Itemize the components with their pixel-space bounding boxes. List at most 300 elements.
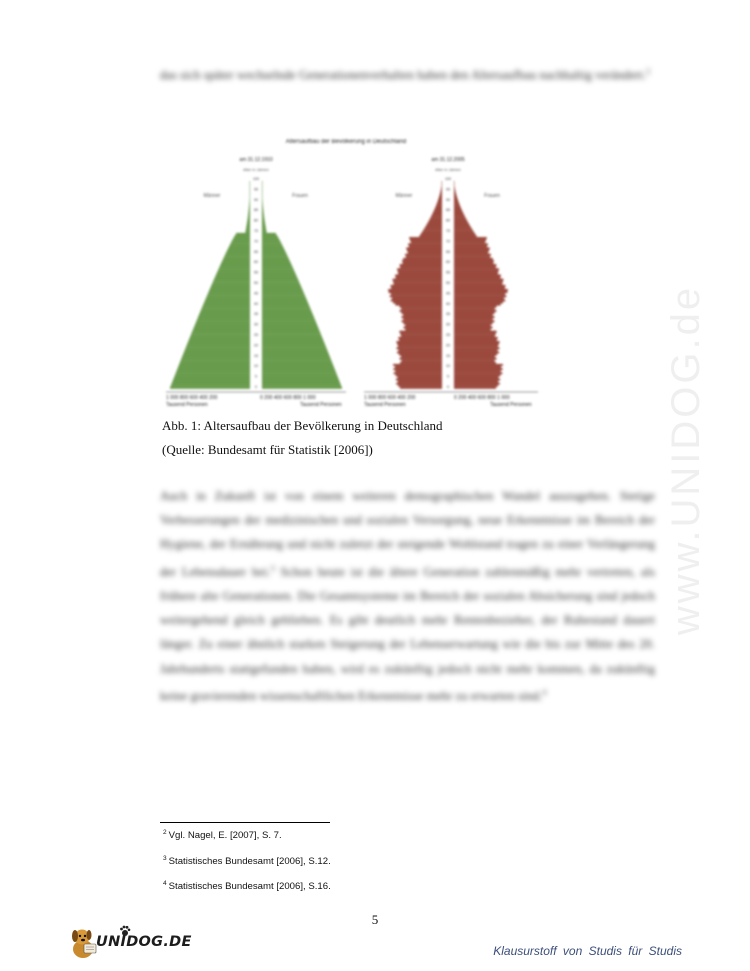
pyramid-bar-male [225, 254, 250, 256]
pyramid-bar-male [407, 250, 442, 252]
pyramid-bar-female [262, 364, 333, 366]
pyramid-bar-male [175, 374, 250, 376]
pyramid-bar-female [262, 185, 263, 187]
pyramid-bar-male [400, 333, 442, 335]
pyramid-bar-male [203, 304, 250, 306]
pyramid-bar-male [215, 277, 250, 279]
pyramid-bar-female [454, 254, 491, 256]
pyramid-bar-male [400, 306, 443, 308]
pyramid-bar-male [399, 339, 442, 341]
pyramid-bar-female [262, 250, 285, 252]
pyramid-bar-female [454, 339, 497, 341]
pyramid-bar-female [454, 370, 501, 372]
pyramid-bar-male [434, 210, 442, 212]
pyramid-bar-male [400, 264, 442, 266]
pyramid-bar-male [409, 237, 442, 239]
paragraph-text: das sich später wechselnde Generationenverhalten haben den Altersaufbau nachhaltig verändert. [160, 68, 647, 83]
pyramid-bar-female [262, 187, 263, 189]
pyramid-bar-male [393, 302, 442, 304]
age-label: 85 [254, 208, 258, 213]
age-label: 25 [446, 333, 450, 337]
pyramid-bar-male [442, 183, 443, 185]
pyramid-bar-male [214, 279, 250, 281]
pyramid-bar-female [454, 256, 490, 258]
age-label: 70 [254, 239, 258, 244]
pyramid-bar-female [262, 258, 289, 260]
pyramid-bar-male [213, 281, 250, 283]
paragraph-text: Auch in Zukunft ist von einem weiteren demographischen Wandel auszugehen. Stetige Verbesserungen der medizinischen und sozialen Versorgung, neue Erkenntnisse im Bereich der Hygiene, der Ernährung und nicht zuletzt der steigende Wohlstand tragen zu einer Verlängerung der Lebensdauer bei. [160, 489, 655, 579]
pyramid-bar-male [428, 221, 442, 223]
pyramid-bar-male [405, 329, 442, 331]
pyramid-bar-female [262, 189, 263, 191]
pyramid-bar-male [397, 347, 443, 349]
pyramid-bar-male [396, 341, 442, 343]
left-panel-female-label: Frauen [292, 193, 308, 199]
pyramid-bar-female [262, 198, 263, 200]
pyramid-bar-male [211, 285, 250, 287]
pyramid-bar-female [454, 212, 463, 214]
age-label: 35 [254, 312, 258, 317]
pyramid-bar-male [245, 231, 250, 233]
logo-wordmark: UNIDOG.DE [96, 934, 192, 950]
pyramid-bar-female [454, 198, 457, 200]
age-label: 40 [446, 301, 450, 306]
pyramid-bar-male [441, 189, 442, 191]
pyramid-bar-male [439, 196, 442, 198]
pyramid-bar-male [250, 196, 251, 198]
pyramid-bar-male [250, 181, 251, 183]
age-label: 0 [255, 385, 257, 389]
pyramid-bar-male [440, 193, 442, 195]
pyramid-bar-female [454, 229, 472, 231]
age-label: 55 [254, 270, 258, 275]
pyramid-bar-male [404, 327, 443, 329]
age-label: 90 [446, 197, 450, 202]
footnote-ref: 4 [542, 687, 547, 697]
pyramid-bar-male [408, 252, 442, 254]
pyramid-bar-male [233, 237, 250, 239]
age-label: 60 [446, 260, 450, 265]
footnote [163, 880, 331, 892]
pyramid-bar-male [422, 231, 442, 233]
pyramid-bar-female [262, 218, 265, 220]
pyramid-bar-male [196, 320, 250, 322]
pyramid-bar-female [262, 360, 331, 362]
pyramid-bar-male [170, 387, 250, 389]
dog-mascot-icon [66, 925, 100, 961]
pyramid-bar-female [454, 208, 461, 210]
pyramid-bar-male [396, 383, 442, 385]
right-unit-right: Tausend Personen [490, 402, 532, 408]
pyramid-bar-male [172, 381, 250, 383]
pyramid-bar-female [262, 374, 337, 376]
pyramid-bar-female [262, 200, 263, 202]
pyramid-bar-female [262, 221, 265, 223]
pyramid-bar-female [454, 335, 495, 337]
pyramid-bar-female [262, 289, 303, 291]
pyramid-bar-female [454, 364, 503, 366]
pyramid-bar-female [454, 345, 498, 347]
pyramid-bar-male [178, 366, 250, 368]
footnote-text: Vgl. Nagel, E. [2007], S. 7. [168, 830, 282, 841]
pyramid-bar-male [180, 362, 250, 364]
pyramid-bar-male [388, 289, 442, 291]
age-label: 55 [446, 270, 450, 275]
age-label: 20 [254, 343, 258, 348]
pyramid-bar-female [454, 189, 455, 191]
pyramid-bar-female [262, 366, 334, 368]
pyramid-bar-male [395, 366, 442, 368]
age-label: 80 [446, 218, 450, 223]
pyramid-bar-male [394, 283, 442, 285]
pyramid-bar-female [454, 387, 496, 389]
footnote-text: Statistisches Bundesamt [2006], S.16. [168, 881, 331, 892]
pyramid-bar-male [426, 225, 442, 227]
pyramid-bar-female [454, 306, 497, 308]
pyramid-bar-female [454, 374, 500, 376]
pyramid-bar-male [177, 368, 250, 370]
pyramid-bar-female [262, 341, 324, 343]
pyramid-bar-male [393, 368, 442, 370]
pyramid-bar-female [454, 318, 493, 320]
pyramid-bar-female [262, 262, 291, 264]
pyramid-bar-female [262, 312, 312, 314]
pyramid-bar-male [186, 345, 250, 347]
pyramid-bar-female [262, 345, 326, 347]
pyramid-bar-male [221, 262, 250, 264]
pyramid-bar-female [454, 264, 496, 266]
pyramid-bar-female [262, 333, 321, 335]
footnote [163, 829, 282, 841]
pyramid-bar-female [262, 304, 309, 306]
pyramid-bar-male [172, 383, 250, 385]
pyramid-bar-female [454, 196, 457, 198]
pyramid-bar-female [454, 283, 502, 285]
pyramid-bar-female [454, 268, 499, 270]
pyramid-bar-male [439, 198, 442, 200]
age-label: 75 [446, 229, 450, 233]
pyramid-bar-female [454, 362, 496, 364]
pyramid-bar-male [226, 252, 250, 254]
pyramid-bar-male [398, 345, 442, 347]
pyramid-bar-male [218, 270, 250, 272]
pyramid-bar-female [454, 231, 474, 233]
pyramid-bar-male [442, 181, 443, 183]
pyramid-bar-female [262, 383, 340, 385]
pyramid-bar-male [400, 358, 443, 360]
pyramid-bar-male [210, 287, 250, 289]
pyramid-bar-female [262, 370, 336, 372]
age-label: 95 [446, 187, 450, 192]
pyramid-bar-male [249, 202, 250, 204]
pyramid-bar-female [454, 368, 503, 370]
pyramid-bar-male [228, 248, 250, 250]
pyramid-bar-female [454, 310, 496, 312]
pyramid-bar-female [262, 233, 276, 235]
pyramid-bar-male [402, 260, 442, 262]
pyramid-bar-male [394, 372, 442, 374]
pyramid-bar-male [395, 370, 442, 372]
figure-title: Altersaufbau der Bevölkerung in Deutschland [285, 139, 407, 145]
pyramid-bar-female [262, 316, 314, 318]
pyramid-bar-male [190, 337, 250, 339]
pyramid-bar-female [262, 206, 263, 208]
pyramid-bar-male [409, 245, 442, 247]
pyramid-bar-female [454, 300, 505, 302]
pyramid-bar-female [454, 297, 504, 299]
pyramid-bar-female [454, 250, 489, 252]
pyramid-bar-male [424, 229, 442, 231]
pyramid-bar-female [454, 223, 469, 225]
pyramid-bar-female [454, 202, 459, 204]
pyramid-bar-male [390, 295, 442, 297]
left-unit-right: Tausend Personen [300, 402, 342, 408]
pyramid-bar-female [454, 381, 498, 383]
pyramid-bar-male [410, 239, 442, 241]
pyramid-bar-male [403, 262, 442, 264]
pyramid-bar-female [262, 212, 264, 214]
age-label: 10 [446, 364, 450, 369]
pyramid-bar-male [435, 206, 442, 208]
pyramid-bar-male [222, 260, 250, 262]
pyramid-bar-male [421, 233, 442, 235]
pyramid-bar-female [454, 291, 507, 293]
pyramid-bar-male [397, 268, 442, 270]
pyramid-bar-female [262, 287, 302, 289]
pyramid-bar-female [454, 252, 488, 254]
right-axis-right-ticks: 0 200 400 600 800 1 000 [454, 395, 510, 401]
pyramid-bar-female [262, 245, 283, 247]
pyramid-bar-female [262, 231, 267, 233]
pyramid-bar-male [250, 191, 251, 193]
pyramid-bar-male [185, 347, 250, 349]
pyramid-bar-female [262, 216, 264, 218]
pyramid-bar-female [262, 241, 281, 243]
pyramid-bar-female [262, 314, 313, 316]
pyramid-bar-female [454, 354, 497, 356]
pyramid-bar-female [454, 248, 490, 250]
pyramid-bar-female [262, 273, 295, 275]
pyramid-bar-female [262, 202, 263, 204]
pyramid-bar-male [249, 204, 250, 206]
pyramid-bar-male [400, 266, 442, 268]
pyramid-bar-male [230, 243, 250, 245]
pyramid-bar-female [454, 225, 470, 227]
right-panel-female-label: Frauen [484, 193, 500, 199]
pyramid-bar-male [196, 322, 250, 324]
pyramid-bar-female [454, 320, 494, 322]
pyramid-bar-male [395, 275, 442, 277]
pyramid-bar-female [454, 295, 506, 297]
pyramid-bar-female [454, 343, 499, 345]
pyramid-bar-female [454, 214, 464, 216]
pyramid-bar-female [262, 227, 266, 229]
pyramid-bar-female [262, 331, 320, 333]
pyramid-bar-male [440, 191, 442, 193]
pyramid-bar-male [250, 193, 251, 195]
population-pyramid-figure [160, 133, 540, 413]
pyramid-bar-male [402, 320, 442, 322]
footnote-text: Statistisches Bundesamt [2006], S.12. [168, 856, 331, 867]
age-label: 35 [446, 312, 450, 317]
footnote-number: 2 [163, 829, 167, 836]
pyramid-bar-male [398, 381, 442, 383]
unidog-logo[interactable] [66, 925, 192, 961]
pyramid-bar-male [176, 370, 250, 372]
footer-slogan: Klausurstoff von Studis für Studis [493, 944, 682, 958]
pyramid-bar-female [262, 325, 317, 327]
pyramid-bar-female [262, 327, 318, 329]
pyramid-bar-male [400, 310, 442, 312]
pyramid-bar-female [454, 289, 508, 291]
footnote-number: 3 [163, 855, 167, 862]
pyramid-bar-male [401, 308, 442, 310]
pyramid-bar-female [454, 262, 493, 264]
pyramid-bar-female [262, 352, 328, 354]
pyramid-bar-female [262, 254, 287, 256]
right-panel-male-label: Männer [395, 193, 413, 199]
pyramid-bar-female [262, 377, 338, 379]
pyramid-bar-male [207, 295, 250, 297]
pyramid-bar-male [219, 266, 250, 268]
footnote [163, 855, 331, 867]
pyramid-bar-female [454, 287, 505, 289]
pyramid-bar-female [454, 206, 461, 208]
pyramid-bar-male [193, 329, 250, 331]
pyramid-bar-male [184, 352, 250, 354]
pyramid-bar-female [454, 241, 485, 243]
pyramid-bar-female [454, 260, 494, 262]
pyramid-bar-female [454, 329, 491, 331]
pyramid-bar-female [262, 297, 306, 299]
age-label: 40 [254, 301, 258, 306]
pyramid-bar-male [441, 185, 442, 187]
pyramid-bar-male [400, 387, 442, 389]
left-axis-right-ticks: 0 200 400 600 800 1 000 [260, 395, 316, 401]
pyramid-bar-female [262, 356, 330, 358]
age-label: 85 [446, 208, 450, 213]
footnote-number: 4 [163, 880, 167, 887]
left-axis-left-ticks: 1 000 800 600 400 200 [166, 395, 218, 401]
pyramid-bar-female [454, 245, 487, 247]
pyramid-bar-female [262, 279, 298, 281]
pyramid-bar-male [246, 229, 250, 231]
pyramid-bar-male [181, 360, 250, 362]
pyramid-bar-male [247, 218, 250, 220]
pyramid-bar-female [454, 235, 477, 237]
pyramid-bar-female [262, 349, 327, 351]
pyramid-bar-female [262, 322, 316, 324]
pyramid-bar-male [250, 187, 251, 189]
left-panel-center-label: Alter in Jahren [243, 167, 269, 172]
pyramid-bar-female [454, 302, 503, 304]
pyramid-bar-male [235, 235, 250, 237]
pyramid-bar-male [200, 312, 250, 314]
pyramid-bar-female [262, 235, 277, 237]
pyramid-bar-female [262, 281, 299, 283]
pyramid-bar-male [229, 245, 250, 247]
pyramid-bar-male [391, 300, 442, 302]
pyramid-bar-male [391, 293, 442, 295]
pyramid-bar-male [216, 275, 250, 277]
figure-source: (Quelle: Bundesamt für Statistik [2006]) [162, 442, 373, 457]
pyramid-bar-male [188, 341, 250, 343]
left-unit-left: Tausend Personen [166, 402, 208, 408]
pyramid-bar-female [262, 283, 300, 285]
pyramid-bar-female [454, 308, 495, 310]
pyramid-bar-male [406, 248, 442, 250]
age-label: 5 [447, 374, 449, 379]
pyramid-bar-female [262, 354, 329, 356]
pyramid-bar-male [401, 312, 442, 314]
pyramid-bar-female [262, 387, 342, 389]
pyramid-bar-male [183, 354, 250, 356]
pyramid-bar-female [262, 362, 332, 364]
pyramid-bar-female [262, 335, 322, 337]
blurred-paragraph-top [160, 60, 655, 87]
pyramid-bar-female [262, 214, 264, 216]
pyramid-bar-male [232, 239, 250, 241]
pyramid-bar-male [201, 310, 250, 312]
pyramid-bar-female [262, 266, 293, 268]
pyramid-bar-male [249, 200, 250, 202]
pyramid-bar-male [405, 325, 442, 327]
pyramid-bar-female [262, 318, 315, 320]
pyramid-bar-male [236, 233, 250, 235]
pyramid-bar-male [393, 279, 442, 281]
pyramid-bar-female [454, 185, 455, 187]
pyramid-bar-male [435, 208, 442, 210]
pyramid-bar-male [403, 314, 442, 316]
pyramid-bar-female [454, 322, 493, 324]
pyramid-bar-female [454, 204, 460, 206]
pyramid-bar-male [247, 221, 250, 223]
pyramid-bar-male [227, 250, 250, 252]
pyramid-bar-male [246, 227, 250, 229]
pyramid-bar-male [179, 364, 250, 366]
pyramid-bar-female [454, 293, 505, 295]
pyramid-bar-male [249, 208, 250, 210]
figure-caption: Abb. 1: Altersaufbau der Bevölkerung in Deutschland [162, 418, 443, 433]
pyramid-bar-male [248, 216, 250, 218]
pyramid-bar-male [395, 304, 442, 306]
pyramid-bar-female [262, 310, 311, 312]
pyramid-bar-female [262, 379, 339, 381]
pyramid-bar-female [262, 193, 263, 195]
pyramid-bar-male [396, 374, 442, 376]
age-label: 20 [446, 343, 450, 348]
pyramid-bar-female [454, 325, 491, 327]
pyramid-bar-female [262, 291, 304, 293]
pyramid-bar-male [396, 277, 442, 279]
age-label: 95 [254, 187, 258, 192]
pyramid-bar-female [262, 181, 263, 183]
pyramid-bar-female [454, 285, 505, 287]
pyramid-bar-female [454, 312, 495, 314]
pyramid-bar-male [194, 327, 250, 329]
age-label: 80 [254, 218, 258, 223]
pyramid-bar-male [401, 335, 442, 337]
pyramid-bar-male [250, 198, 251, 200]
pyramid-bar-female [262, 248, 284, 250]
pyramid-bar-female [262, 191, 263, 193]
pyramid-bar-female [262, 260, 290, 262]
age-label: 50 [254, 281, 258, 285]
pyramid-bar-male [438, 200, 442, 202]
pyramid-bar-male [212, 283, 250, 285]
pyramid-bar-male [408, 243, 442, 245]
pyramid-bar-male [399, 331, 442, 333]
